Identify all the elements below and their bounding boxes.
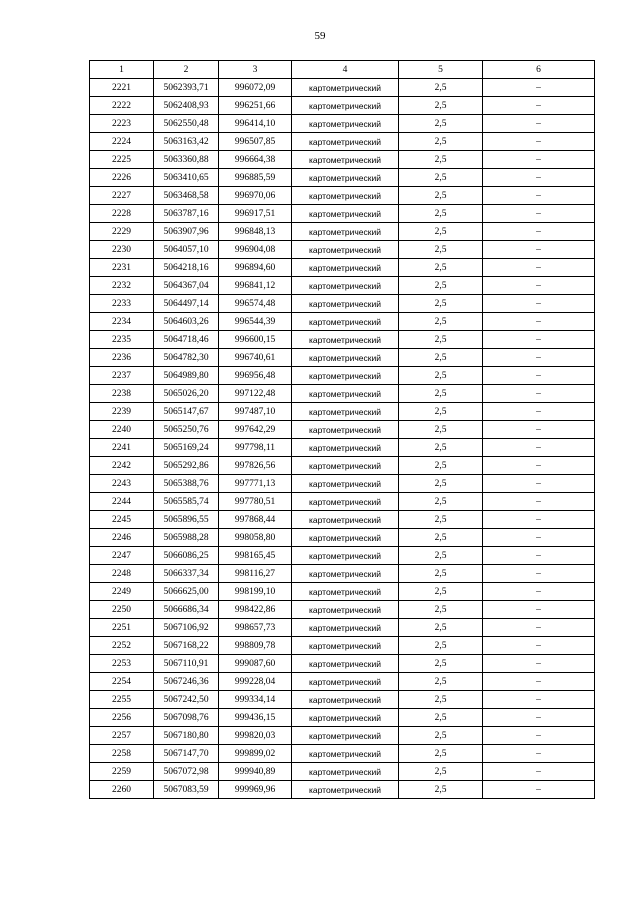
method-cell: картометрический: [292, 709, 399, 727]
note-cell: –: [483, 241, 595, 259]
note-cell: –: [483, 133, 595, 151]
table-row: [90, 367, 595, 385]
accuracy-cell: 2,5: [399, 439, 483, 457]
x-coordinate-cell: 5062408,93: [154, 97, 219, 115]
method-cell: картометрический: [292, 727, 399, 745]
x-coordinate-cell: 5067242,50: [154, 691, 219, 709]
table-row: [90, 619, 595, 637]
y-coordinate-cell: 996917,51: [219, 205, 292, 223]
accuracy-cell: 2,5: [399, 511, 483, 529]
table-row: [90, 691, 595, 709]
x-coordinate-cell: 5067246,36: [154, 673, 219, 691]
note-cell: –: [483, 79, 595, 97]
y-coordinate-cell: 996072,09: [219, 79, 292, 97]
point-number-cell: 2235: [90, 331, 154, 349]
x-coordinate-cell: 5064057,10: [154, 241, 219, 259]
method-cell: картометрический: [292, 133, 399, 151]
x-coordinate-cell: 5062550,48: [154, 115, 219, 133]
x-coordinate-cell: 5067083,59: [154, 781, 219, 799]
point-number-cell: 2253: [90, 655, 154, 673]
point-number-cell: 2234: [90, 313, 154, 331]
accuracy-cell: 2,5: [399, 601, 483, 619]
x-coordinate-cell: 5065292,86: [154, 457, 219, 475]
accuracy-cell: 2,5: [399, 655, 483, 673]
page-number: 59: [314, 30, 326, 42]
accuracy-cell: 2,5: [399, 259, 483, 277]
note-cell: –: [483, 367, 595, 385]
method-cell: картометрический: [292, 151, 399, 169]
note-cell: –: [483, 691, 595, 709]
table-row: [90, 511, 595, 529]
x-coordinate-cell: 5067110,91: [154, 655, 219, 673]
method-cell: картометрический: [292, 691, 399, 709]
accuracy-cell: 2,5: [399, 763, 483, 781]
point-number-cell: 2256: [90, 709, 154, 727]
note-cell: –: [483, 475, 595, 493]
method-cell: картометрический: [292, 529, 399, 547]
table-row: [90, 475, 595, 493]
point-number-cell: 2251: [90, 619, 154, 637]
x-coordinate-cell: 5067098,76: [154, 709, 219, 727]
y-coordinate-cell: 996894,60: [219, 259, 292, 277]
point-number-cell: 2226: [90, 169, 154, 187]
accuracy-cell: 2,5: [399, 331, 483, 349]
column-header: 3: [219, 61, 292, 79]
note-cell: –: [483, 709, 595, 727]
note-cell: –: [483, 619, 595, 637]
y-coordinate-cell: 999334,14: [219, 691, 292, 709]
method-cell: картометрический: [292, 655, 399, 673]
table-row: [90, 223, 595, 241]
note-cell: –: [483, 655, 595, 673]
note-cell: –: [483, 187, 595, 205]
method-cell: картометрический: [292, 313, 399, 331]
point-number-cell: 2238: [90, 385, 154, 403]
x-coordinate-cell: 5065896,55: [154, 511, 219, 529]
point-number-cell: 2240: [90, 421, 154, 439]
accuracy-cell: 2,5: [399, 421, 483, 439]
accuracy-cell: 2,5: [399, 691, 483, 709]
accuracy-cell: 2,5: [399, 493, 483, 511]
point-number-cell: 2254: [90, 673, 154, 691]
accuracy-cell: 2,5: [399, 115, 483, 133]
y-coordinate-cell: 996507,85: [219, 133, 292, 151]
accuracy-cell: 2,5: [399, 637, 483, 655]
note-cell: –: [483, 781, 595, 799]
accuracy-cell: 2,5: [399, 457, 483, 475]
table-row: [90, 385, 595, 403]
note-cell: –: [483, 277, 595, 295]
y-coordinate-cell: 998422,86: [219, 601, 292, 619]
y-coordinate-cell: 996848,13: [219, 223, 292, 241]
method-cell: картометрический: [292, 583, 399, 601]
point-number-cell: 2244: [90, 493, 154, 511]
x-coordinate-cell: 5065388,76: [154, 475, 219, 493]
note-cell: –: [483, 439, 595, 457]
y-coordinate-cell: 997771,13: [219, 475, 292, 493]
table-row: [90, 97, 595, 115]
accuracy-cell: 2,5: [399, 349, 483, 367]
x-coordinate-cell: 5065169,24: [154, 439, 219, 457]
x-coordinate-cell: 5065988,28: [154, 529, 219, 547]
method-cell: картометрический: [292, 277, 399, 295]
note-cell: –: [483, 637, 595, 655]
table-row: [90, 205, 595, 223]
note-cell: –: [483, 97, 595, 115]
y-coordinate-cell: 997642,29: [219, 421, 292, 439]
column-header: 5: [399, 61, 483, 79]
y-coordinate-cell: 996600,15: [219, 331, 292, 349]
method-cell: картометрический: [292, 511, 399, 529]
note-cell: –: [483, 529, 595, 547]
method-cell: картометрический: [292, 403, 399, 421]
note-cell: –: [483, 169, 595, 187]
point-number-cell: 2236: [90, 349, 154, 367]
point-number-cell: 2224: [90, 133, 154, 151]
note-cell: –: [483, 673, 595, 691]
point-number-cell: 2250: [90, 601, 154, 619]
table-row: [90, 313, 595, 331]
point-number-cell: 2231: [90, 259, 154, 277]
note-cell: –: [483, 457, 595, 475]
accuracy-cell: 2,5: [399, 205, 483, 223]
x-coordinate-cell: 5065147,67: [154, 403, 219, 421]
accuracy-cell: 2,5: [399, 97, 483, 115]
table-row: [90, 421, 595, 439]
point-number-cell: 2237: [90, 367, 154, 385]
y-coordinate-cell: 999899,02: [219, 745, 292, 763]
x-coordinate-cell: 5064782,30: [154, 349, 219, 367]
x-coordinate-cell: 5067147,70: [154, 745, 219, 763]
point-number-cell: 2230: [90, 241, 154, 259]
method-cell: картометрический: [292, 673, 399, 691]
accuracy-cell: 2,5: [399, 727, 483, 745]
y-coordinate-cell: 998657,73: [219, 619, 292, 637]
note-cell: –: [483, 421, 595, 439]
note-cell: –: [483, 565, 595, 583]
point-number-cell: 2247: [90, 547, 154, 565]
y-coordinate-cell: 996956,48: [219, 367, 292, 385]
point-number-cell: 2248: [90, 565, 154, 583]
point-number-cell: 2259: [90, 763, 154, 781]
note-cell: –: [483, 205, 595, 223]
y-coordinate-cell: 996904,08: [219, 241, 292, 259]
point-number-cell: 2239: [90, 403, 154, 421]
point-number-cell: 2246: [90, 529, 154, 547]
method-cell: картометрический: [292, 493, 399, 511]
y-coordinate-cell: 997826,56: [219, 457, 292, 475]
point-number-cell: 2221: [90, 79, 154, 97]
table-row: [90, 457, 595, 475]
x-coordinate-cell: 5067106,92: [154, 619, 219, 637]
table-row: [90, 727, 595, 745]
table-row: [90, 565, 595, 583]
x-coordinate-cell: 5067072,98: [154, 763, 219, 781]
note-cell: –: [483, 601, 595, 619]
method-cell: картометрический: [292, 457, 399, 475]
note-cell: –: [483, 583, 595, 601]
accuracy-cell: 2,5: [399, 673, 483, 691]
x-coordinate-cell: 5066625,00: [154, 583, 219, 601]
x-coordinate-cell: 5063787,16: [154, 205, 219, 223]
table-row: [90, 601, 595, 619]
table-row: [90, 637, 595, 655]
table-row: [90, 115, 595, 133]
y-coordinate-cell: 996664,38: [219, 151, 292, 169]
table-row: [90, 169, 595, 187]
point-number-cell: 2232: [90, 277, 154, 295]
note-cell: –: [483, 493, 595, 511]
y-coordinate-cell: 996574,48: [219, 295, 292, 313]
note-cell: –: [483, 745, 595, 763]
x-coordinate-cell: 5064989,80: [154, 367, 219, 385]
x-coordinate-cell: 5064603,26: [154, 313, 219, 331]
y-coordinate-cell: 999820,03: [219, 727, 292, 745]
accuracy-cell: 2,5: [399, 277, 483, 295]
y-coordinate-cell: 998199,10: [219, 583, 292, 601]
table-body: [90, 79, 595, 799]
x-coordinate-cell: 5063410,65: [154, 169, 219, 187]
table-row: [90, 187, 595, 205]
x-coordinate-cell: 5065585,74: [154, 493, 219, 511]
table-row: [90, 655, 595, 673]
method-cell: картометрический: [292, 781, 399, 799]
table-row: [90, 403, 595, 421]
note-cell: –: [483, 331, 595, 349]
y-coordinate-cell: 997868,44: [219, 511, 292, 529]
note-cell: –: [483, 727, 595, 745]
x-coordinate-cell: 5065026,20: [154, 385, 219, 403]
point-number-cell: 2243: [90, 475, 154, 493]
table-row: [90, 259, 595, 277]
table-row: [90, 151, 595, 169]
point-number-cell: 2257: [90, 727, 154, 745]
table-row: [90, 349, 595, 367]
note-cell: –: [483, 115, 595, 133]
point-number-cell: 2233: [90, 295, 154, 313]
table-row: [90, 529, 595, 547]
note-cell: –: [483, 259, 595, 277]
x-coordinate-cell: 5064718,46: [154, 331, 219, 349]
y-coordinate-cell: 996740,61: [219, 349, 292, 367]
column-header: 4: [292, 61, 399, 79]
y-coordinate-cell: 997798,11: [219, 439, 292, 457]
note-cell: –: [483, 403, 595, 421]
y-coordinate-cell: 996841,12: [219, 277, 292, 295]
y-coordinate-cell: 998116,27: [219, 565, 292, 583]
table-row: [90, 133, 595, 151]
point-number-cell: 2225: [90, 151, 154, 169]
method-cell: картометрический: [292, 223, 399, 241]
point-number-cell: 2258: [90, 745, 154, 763]
x-coordinate-cell: 5067168,22: [154, 637, 219, 655]
point-number-cell: 2242: [90, 457, 154, 475]
table-row: [90, 781, 595, 799]
column-header: 1: [90, 61, 154, 79]
accuracy-cell: 2,5: [399, 223, 483, 241]
point-number-cell: 2228: [90, 205, 154, 223]
y-coordinate-cell: 998809,78: [219, 637, 292, 655]
x-coordinate-cell: 5064497,14: [154, 295, 219, 313]
method-cell: картометрический: [292, 619, 399, 637]
method-cell: картометрический: [292, 421, 399, 439]
x-coordinate-cell: 5064218,16: [154, 259, 219, 277]
x-coordinate-cell: 5065250,76: [154, 421, 219, 439]
accuracy-cell: 2,5: [399, 709, 483, 727]
x-coordinate-cell: 5063360,88: [154, 151, 219, 169]
table-row: [90, 709, 595, 727]
accuracy-cell: 2,5: [399, 565, 483, 583]
point-number-cell: 2252: [90, 637, 154, 655]
method-cell: картометрический: [292, 241, 399, 259]
method-cell: картометрический: [292, 259, 399, 277]
y-coordinate-cell: 999436,15: [219, 709, 292, 727]
x-coordinate-cell: 5064367,04: [154, 277, 219, 295]
point-number-cell: 2223: [90, 115, 154, 133]
accuracy-cell: 2,5: [399, 295, 483, 313]
x-coordinate-cell: 5063907,96: [154, 223, 219, 241]
point-number-cell: 2227: [90, 187, 154, 205]
x-coordinate-cell: 5066686,34: [154, 601, 219, 619]
table-row: [90, 583, 595, 601]
method-cell: картометрический: [292, 205, 399, 223]
y-coordinate-cell: 998165,45: [219, 547, 292, 565]
method-cell: картометрический: [292, 295, 399, 313]
method-cell: картометрический: [292, 169, 399, 187]
note-cell: –: [483, 547, 595, 565]
y-coordinate-cell: 999228,04: [219, 673, 292, 691]
coordinates-table: [89, 60, 595, 799]
point-number-cell: 2255: [90, 691, 154, 709]
accuracy-cell: 2,5: [399, 475, 483, 493]
y-coordinate-cell: 996414,10: [219, 115, 292, 133]
note-cell: –: [483, 349, 595, 367]
method-cell: картометрический: [292, 187, 399, 205]
accuracy-cell: 2,5: [399, 403, 483, 421]
method-cell: картометрический: [292, 763, 399, 781]
accuracy-cell: 2,5: [399, 781, 483, 799]
accuracy-cell: 2,5: [399, 583, 483, 601]
method-cell: картометрический: [292, 637, 399, 655]
accuracy-cell: 2,5: [399, 529, 483, 547]
method-cell: картометрический: [292, 385, 399, 403]
note-cell: –: [483, 295, 595, 313]
y-coordinate-cell: 998058,80: [219, 529, 292, 547]
table-row: [90, 241, 595, 259]
method-cell: картометрический: [292, 601, 399, 619]
point-number-cell: 2241: [90, 439, 154, 457]
method-cell: картометрический: [292, 475, 399, 493]
accuracy-cell: 2,5: [399, 187, 483, 205]
table-row: [90, 745, 595, 763]
method-cell: картометрический: [292, 331, 399, 349]
y-coordinate-cell: 997780,51: [219, 493, 292, 511]
note-cell: –: [483, 511, 595, 529]
y-coordinate-cell: 997122,48: [219, 385, 292, 403]
column-header: 2: [154, 61, 219, 79]
y-coordinate-cell: 996251,66: [219, 97, 292, 115]
note-cell: –: [483, 763, 595, 781]
table-header-row: [90, 61, 595, 79]
x-coordinate-cell: 5063163,42: [154, 133, 219, 151]
method-cell: картометрический: [292, 745, 399, 763]
table-row: [90, 79, 595, 97]
table-row: [90, 673, 595, 691]
point-number-cell: 2249: [90, 583, 154, 601]
table-row: [90, 547, 595, 565]
method-cell: картометрический: [292, 367, 399, 385]
table-row: [90, 493, 595, 511]
table-row: [90, 277, 595, 295]
method-cell: картометрический: [292, 115, 399, 133]
accuracy-cell: 2,5: [399, 619, 483, 637]
table-row: [90, 331, 595, 349]
accuracy-cell: 2,5: [399, 133, 483, 151]
method-cell: картометрический: [292, 97, 399, 115]
point-number-cell: 2229: [90, 223, 154, 241]
y-coordinate-cell: 996544,39: [219, 313, 292, 331]
note-cell: –: [483, 385, 595, 403]
column-header: 6: [483, 61, 595, 79]
note-cell: –: [483, 313, 595, 331]
accuracy-cell: 2,5: [399, 313, 483, 331]
y-coordinate-cell: 997487,10: [219, 403, 292, 421]
x-coordinate-cell: 5062393,71: [154, 79, 219, 97]
table-row: [90, 763, 595, 781]
y-coordinate-cell: 996970,06: [219, 187, 292, 205]
method-cell: картометрический: [292, 547, 399, 565]
accuracy-cell: 2,5: [399, 169, 483, 187]
method-cell: картометрический: [292, 439, 399, 457]
accuracy-cell: 2,5: [399, 547, 483, 565]
accuracy-cell: 2,5: [399, 745, 483, 763]
y-coordinate-cell: 999087,60: [219, 655, 292, 673]
point-number-cell: 2245: [90, 511, 154, 529]
point-number-cell: 2222: [90, 97, 154, 115]
y-coordinate-cell: 999969,96: [219, 781, 292, 799]
table-row: [90, 439, 595, 457]
accuracy-cell: 2,5: [399, 151, 483, 169]
method-cell: картометрический: [292, 349, 399, 367]
y-coordinate-cell: 996885,59: [219, 169, 292, 187]
x-coordinate-cell: 5067180,80: [154, 727, 219, 745]
accuracy-cell: 2,5: [399, 79, 483, 97]
point-number-cell: 2260: [90, 781, 154, 799]
accuracy-cell: 2,5: [399, 367, 483, 385]
method-cell: картометрический: [292, 565, 399, 583]
method-cell: картометрический: [292, 79, 399, 97]
y-coordinate-cell: 999940,89: [219, 763, 292, 781]
x-coordinate-cell: 5066086,25: [154, 547, 219, 565]
accuracy-cell: 2,5: [399, 385, 483, 403]
note-cell: –: [483, 223, 595, 241]
x-coordinate-cell: 5066337,34: [154, 565, 219, 583]
accuracy-cell: 2,5: [399, 241, 483, 259]
table-row: [90, 295, 595, 313]
note-cell: –: [483, 151, 595, 169]
x-coordinate-cell: 5063468,58: [154, 187, 219, 205]
